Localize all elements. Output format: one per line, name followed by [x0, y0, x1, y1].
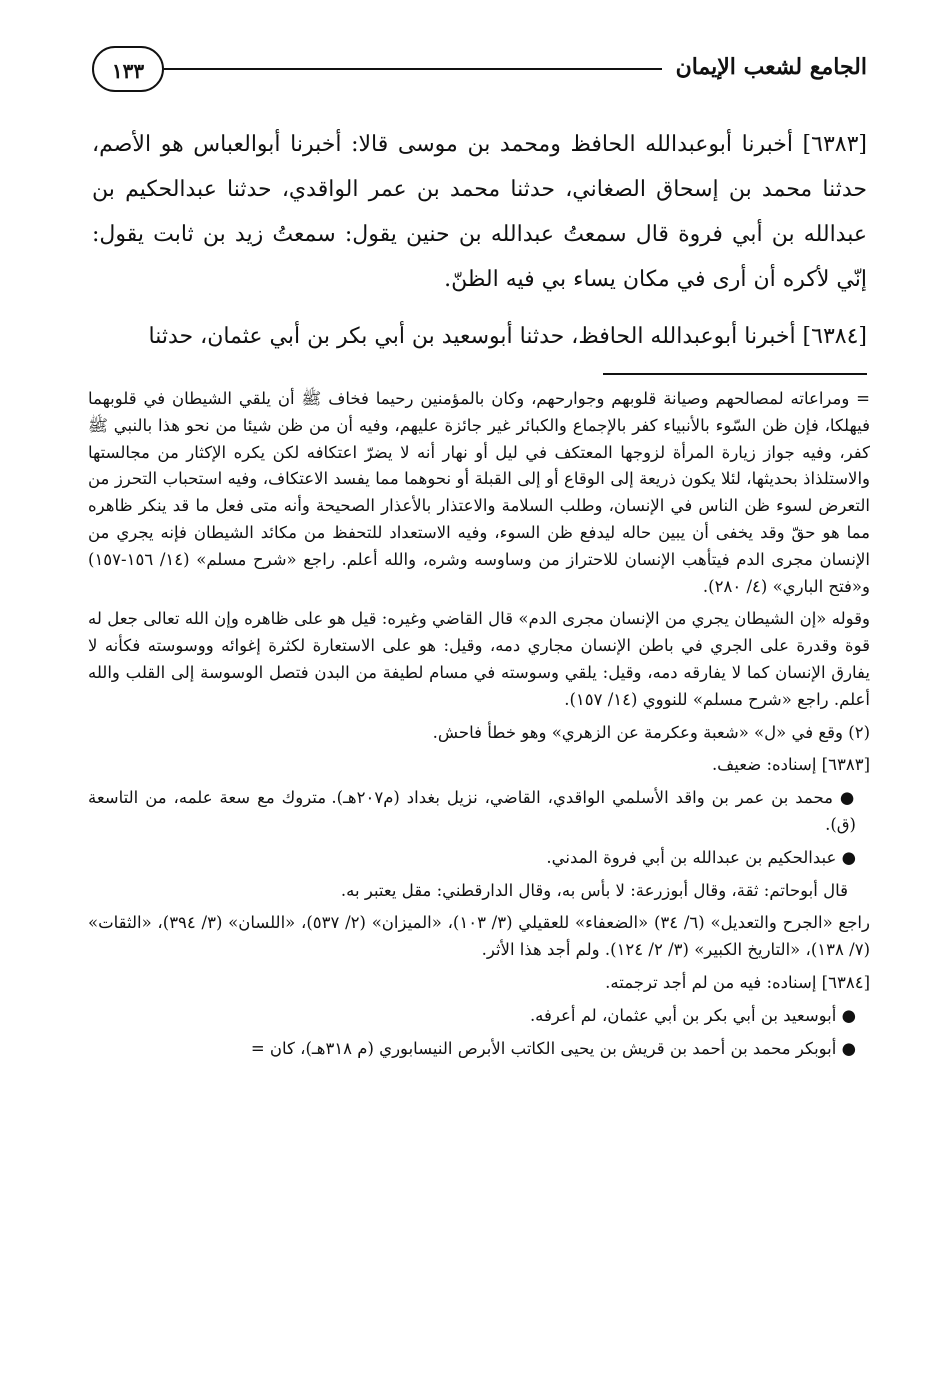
narrator-waqidi: ● محمد بن عمر بن واقد الأسلمي الواقدي، القاضي، نزيل بغداد (م٢٠٧هـ). متروك مع سعة علمه، من التاسعة (ق). — [88, 788, 856, 834]
main-text — [92, 122, 867, 371]
footnote-continuation: = ومراعاته لمصالحهم وصيانة قلوبهم وجوارحهم، وكان بالمؤمنين رحيما فخاف ﷺ أن يلقي الشيطان في قلوبهما فيهلكا، فإن ظن السّوء بالأنبياء كفر بالإجماع والكبائر غير جائزة عليهم، وفيه أن من ظن شيئا من نحو هذا بالنبي ﷺ كفر، وفيه جواز زيارة المرأة لزوجها المعتكف في ليل أو نهار أنه لا يضرّ اعتكافه لكن يكره الإكثار من مجالستها والاستلذاذ بحديثها، لئلا يكون ذريعة إلى الوقاع أو إلى القبلة أو نحوهما مما يفسد الاعتكاف، وفيه استحباب التحرز من التعرض لسوء ظن الناس في الإنسان، وطلب السلامة والاعتذار بالأعذار الصحيحة وأنه متى فعل ما قد ينكر ظاهره مما هو حقّ وقد يخفى أن يبين حاله ليدفع ظن السوء، وفيه الاستعداد للتحفظ من مكائد الشيطان فإنه يجري من الإنسان مجرى الدم فيتأهب الإنسان للاحتراز من وساوسه وشره، والله أعلم. راجع «شرح مسلم» (١٤/ ١٥٦-١٥٧) و«فتح الباري» (٤/ ٢٨٠). — [88, 389, 870, 596]
narrator-abubakr: ● أبوبكر محمد بن أحمد بن قريش بن يحيى الكاتب الأبرص النيسابوري (م ٣١٨هـ)، كان = — [250, 1038, 856, 1058]
page-header — [92, 40, 867, 100]
footnote-2: (٢) وقع في «ل» «شعبة وعكرمة عن الزهري» وهو خطأ فاحش. — [432, 722, 870, 742]
hadith-6384: [٦٣٨٤] أخبرنا أبوعبدالله الحافظ، حدثنا أبوسعيد بن أبي بكر بن أبي عثمان، حدثنا — [148, 324, 867, 349]
narrator-abdulhakim-grading: قال أبوحاتم: ثقة، وقال أبوزرعة: لا بأس به، وقال الدارقطني: مقل يعتبر به. — [340, 880, 848, 900]
narrator-abdulhakim: ● عبدالحكيم بن عبدالله بن أبي فروة المدني. — [546, 847, 856, 867]
footnote-divider — [603, 373, 867, 375]
narrator-abusaid: ● أبوسعيد بن أبي بكر بن أبي عثمان، لم أعرفه. — [529, 1005, 856, 1025]
footnotes — [88, 386, 870, 1068]
page-number: ١٣٣ — [92, 46, 164, 92]
header-rule — [164, 68, 662, 70]
footnote-commentary: وقوله «إن الشيطان يجري من الإنسان مجرى الدم» قال القاضي وغيره: قيل هو على ظاهره وإن الله تعالى جعل له قوة وقدرة على الجري في باطن الإنسان مجاري دمه، وقيل: هو على الاستعارة لكثرة إغوائه ووسوسته فكأنه لا يفارق الإنسان كما لا يفارقه دمه، وقيل: يلقي وسوسته في مسام لطيفة من البدن فتصل الوسوسة إلى القلب والله أعلم. راجع «شرح مسلم» للنووي (١٤/ ١٥٧). — [88, 609, 870, 709]
isnad-6384-heading: [٦٣٨٤] إسناده: فيه من لم أجد ترجمته. — [605, 972, 870, 992]
isnad-6383-heading: [٦٣٨٣] إسناده: ضعيف. — [711, 755, 870, 775]
references-6383: راجع «الجرح والتعديل» (٦/ ٣٤) «الضعفاء» للعقيلي (٣/ ١٠٣)، «الميزان» (٢/ ٥٣٧)، «اللسان» (٣/ ٣٩٤)، «الثقات» (٧/ ١٣٨)، «التاريخ الكبير» (٣/ ٢/ ١٢٤). ولم أجد هذا الأثر. — [88, 913, 870, 960]
hadith-6383: [٦٣٨٣] أخبرنا أبوعبدالله الحافظ ومحمد بن موسى قالا: أخبرنا أبوالعباس هو الأصم، حدثنا محمد بن إسحاق الصغاني، حدثنا محمد بن عمر الواقدي، حدثنا عبدالحكيم بن عبدالله بن أبي فروة قال سمعتُ عبدالله بن حنين يقول: سمعتُ زيد بن ثابت يقول: إنّي لأكره أن أرى في مكان يساء بي فيه الظنّ. — [92, 132, 867, 292]
book-title: الجامع لشعب الإيمان — [675, 54, 867, 80]
